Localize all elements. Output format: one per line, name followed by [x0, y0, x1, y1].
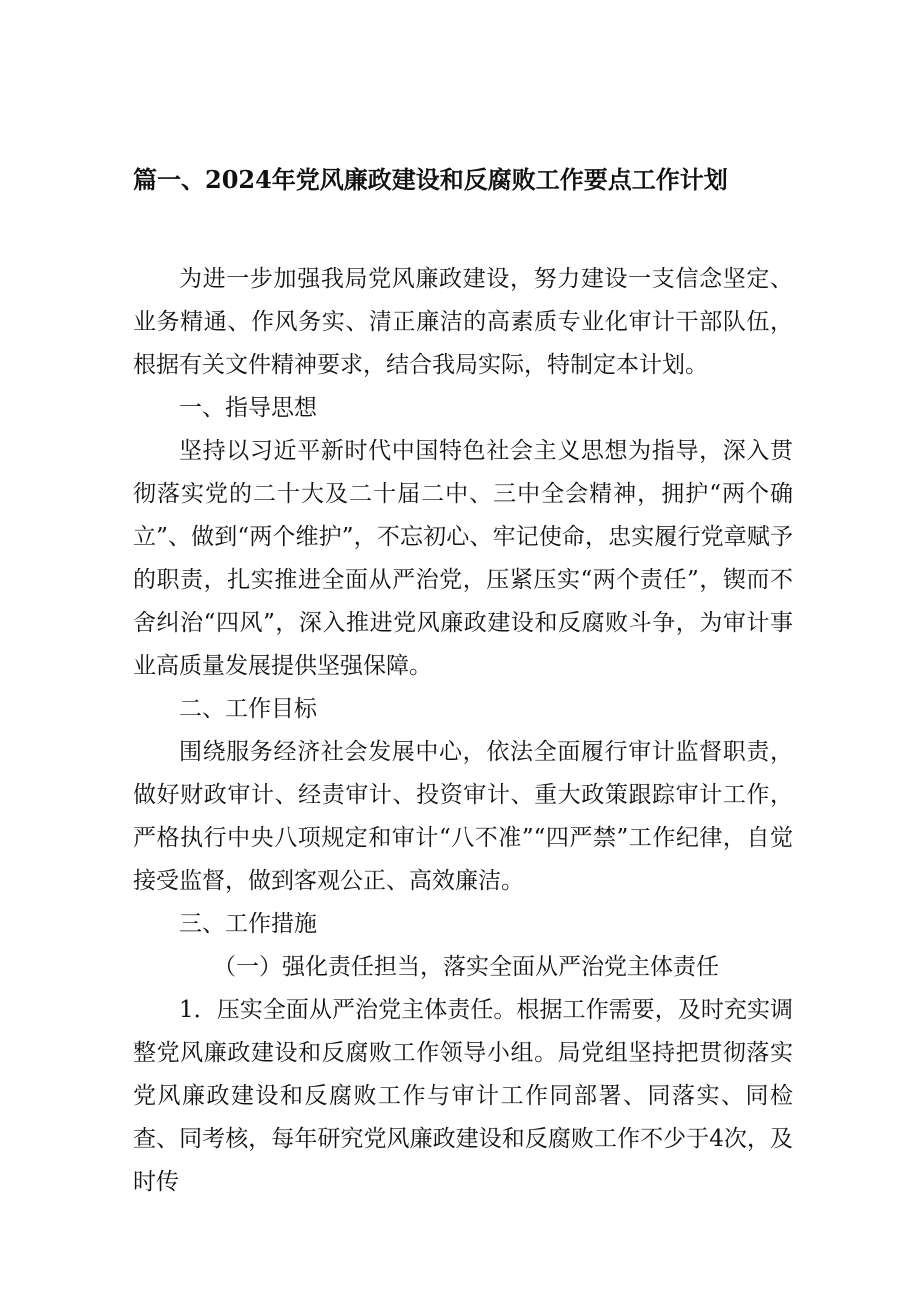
section-paragraph-guiding-thought: 坚持以习近平新时代中国特色社会主义思想为指导，深入贯彻落实党的二十大及二十届二中、三中全会精神，拥护“两个确立”、做到“两个维护”，不忘初心、牢记使命，忠实履行党章赋予的职责，扎实推进全面从严治党，压紧压实“两个责任”，锲而不舍纠治“四风”，深入推进党风廉政建设和反腐败斗争，为审计事业高质量发展提供坚强保障。: [133, 438, 793, 679]
document-body: [133, 258, 793, 1204]
intro-paragraph: 为进一步加强我局党风廉政建设，努力建设一支信念坚定、业务精通、作风务实、清正廉洁的高素质专业化审计干部队伍，根据有关文件精神要求，结合我局实际，特制定本计划。: [133, 266, 793, 378]
document-title: 篇一、2024年党风廉政建设和反腐败工作要点工作计划: [133, 165, 728, 194]
subsection-heading-responsibility: （一）强化责任担当，落实全面从严治党主体责任: [213, 954, 719, 980]
section-paragraph-work-goals: 围绕服务经济社会发展中心，依法全面履行审计监督职责，做好财政审计、经责审计、投资审计、重大政策跟踪审计工作，严格执行中央八项规定和审计“八不准”“四严禁”工作纪律，自觉接受监督，做到客观公正、高效廉洁。: [133, 739, 793, 894]
section-heading-guiding-thought: 一、指导思想: [179, 395, 317, 421]
measure-item-1: 1．压实全面从严治党主体责任。根据工作需要，及时充实调整党风廉政建设和反腐败工作领导小组。局党组坚持把贯彻落实党风廉政建设和反腐败工作与审计工作同部署、同落实、同检查、同考核，每年研究党风廉政建设和反腐败工作不少于4次，及时传: [133, 997, 793, 1195]
section-heading-work-goals: 二、工作目标: [179, 696, 317, 722]
section-heading-work-measures: 三、工作措施: [179, 911, 317, 937]
